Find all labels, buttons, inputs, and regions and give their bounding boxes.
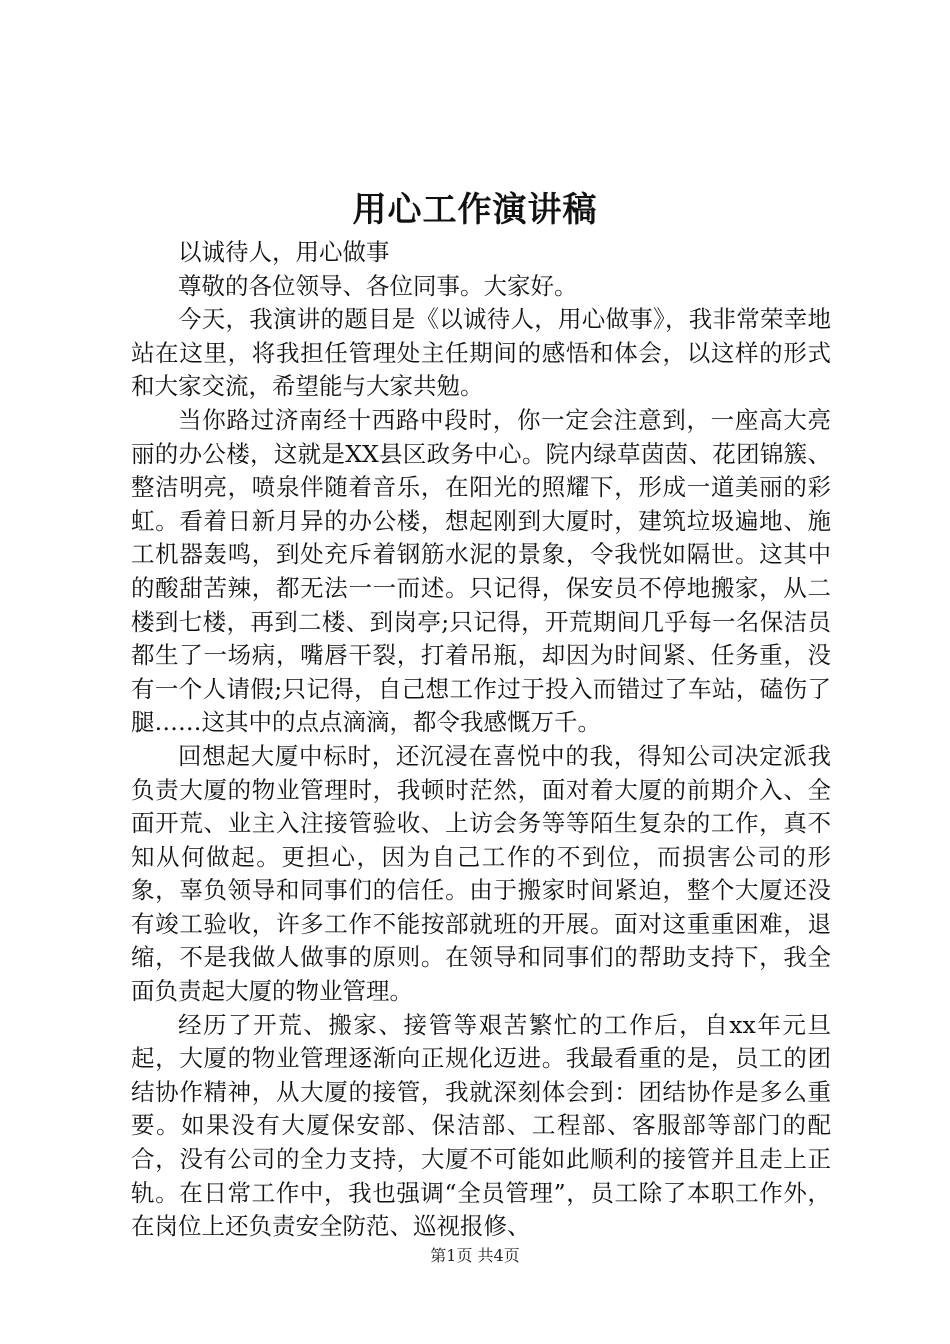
paragraph-intro: 今天，我演讲的题目是《以诚待人，用心做事》，我非常荣幸地站在这里，将我担任管理处主任期间的感悟和体会，以这样的形式和大家交流，希望能与大家共勉。 [131,305,831,401]
paragraph-building: 当你路过济南经十西路中段时，你一定会注意到，一座高大亮丽的办公楼，这就是XX县区政务中心。院内绿草茵茵、花团锦簇、整洁明亮，喷泉伴随着音乐，在阳光的照耀下，形成一道美丽的彩虹。看着日新月异的办公楼，想起刚到大厦时，建筑垃圾遍地、施工机器轰鸣，到处充斥着钢筋水泥的景象，令我恍如隔世。这其中的酸甜苦辣，都无法一一而述。只记得，保安员不停地搬家，从二楼到七楼，再到二楼、到岗亭;只记得，开荒期间几乎每一名保洁员都生了一场病，嘴唇干裂，打着吊瓶，却因为时间紧、任务重，没有一个人请假;只记得，自己想工作过于投入而错过了车站，磕伤了腿……这其中的点点滴滴，都令我感慨万千。 [131,405,831,737]
document-body [131,236,831,1244]
document-title: 用心工作演讲稿 [352,190,598,230]
paragraph-teamwork: 经历了开荒、搬家、接管等艰苦繁忙的工作后，自xx年元旦起，大厦的物业管理逐渐向正规化迈进。我最看重的是，员工的团结协作精神，从大厦的接管，我就深刻体会到：团结协作是多么重要。如果没有大厦保安部、保洁部、工程部、客服部等部门的配合，没有公司的全力支持，大厦不可能如此顺利的接管并且走上正轨。在日常工作中，我也强调“全员管理”，员工除了本职工作外，在岗位上还负责安全防范、巡视报修、 [131,1010,831,1241]
paragraph-recollection: 回想起大厦中标时，还沉浸在喜悦中的我，得知公司决定派我负责大厦的物业管理时，我顿时茫然，面对着大厦的前期介入、全面开荒、业主入注接管验收、上访会务等等陌生复杂的工作，真不知从何做起。更担心，因为自己工作的不到位，而损害公司的形象，辜负领导和同事们的信任。由于搬家时间紧迫，整个大厦还没有竣工验收，许多工作不能按部就班的开展。面对这重重困难，退缩，不是我做人做事的原则。在领导和同事们的帮助支持下，我全面负责起大厦的物业管理。 [131,741,831,1006]
paragraph-subtitle: 以诚待人，用心做事 [178,238,390,266]
page-footer: 第1页 共4页 [430,1246,520,1265]
paragraph-greeting: 尊敬的各位领导、各位同事。大家好。 [178,271,578,300]
